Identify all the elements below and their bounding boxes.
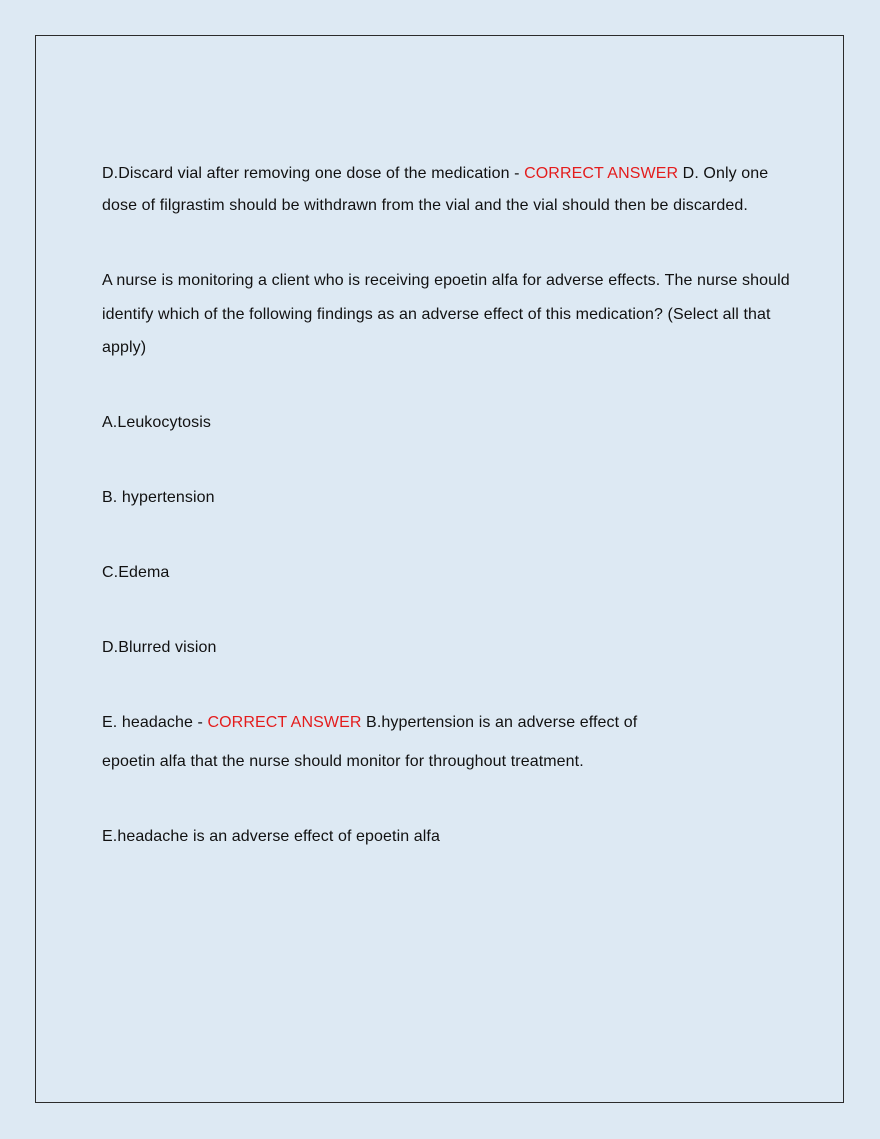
option-d: D.Blurred vision <box>102 638 217 656</box>
answer-explanation: B.hypertension is an adverse effect of <box>361 713 638 731</box>
final-note: E.headache is an adverse effect of epoetin alfa <box>102 827 440 845</box>
option-e: E. headache - <box>102 713 208 731</box>
answer-line <box>102 707 792 739</box>
document-content <box>102 158 792 853</box>
option-c: C.Edema <box>102 563 170 581</box>
answer-explanation-continued: epoetin alfa that the nurse should monitor for throughout treatment. <box>102 752 584 770</box>
question-text: A nurse is monitoring a client who is receiving epoetin alfa for adverse effects. The nurse should identify which of the following findings as an adverse effect of this medication? (Select all that apply) <box>102 272 790 356</box>
previous-answer-prefix: D.Discard vial after removing one dose of the medication - <box>102 165 525 182</box>
previous-answer-explanation: D. Only one dose of filgrastim should be withdrawn from the vial and the vial should then be discarded. <box>102 165 769 214</box>
correct-answer-label: CORRECT ANSWER <box>207 713 362 731</box>
correct-answer-label: CORRECT ANSWER <box>524 165 679 182</box>
previous-answer-paragraph <box>102 158 792 222</box>
option-a: A.Leukocytosis <box>102 413 212 431</box>
option-b: B. hypertension <box>102 488 215 506</box>
